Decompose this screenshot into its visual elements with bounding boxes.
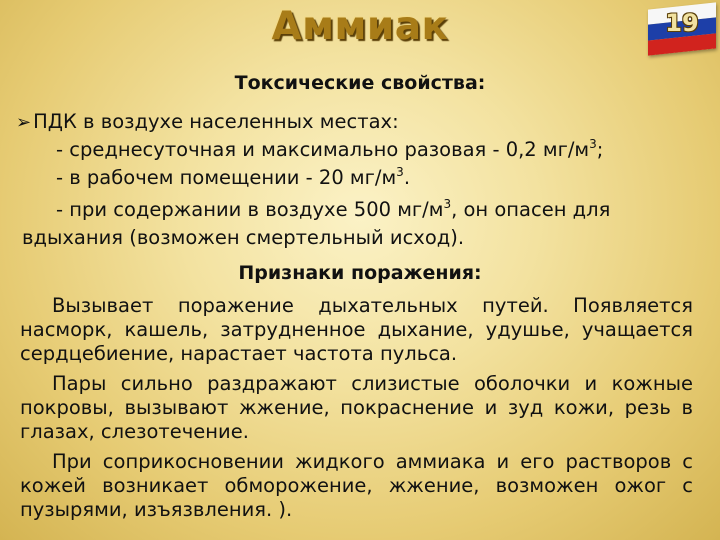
paragraph-mucous-text: Пары сильно раздражают слизистые оболочки и кожные покровы, вызывают жжение, покраснение и зуд кожи, резь в глазах, слезотечение. [20, 372, 693, 443]
mpc-item-dangerous-tail: , он опасен для [451, 198, 611, 221]
paragraph-skin-contact [20, 450, 693, 522]
mpc-item-workplace-text: - в рабочем помещении - 20 мг/м [56, 166, 397, 189]
arrow-bullet-icon: ➢ [16, 112, 32, 133]
paragraph-skin-contact-text: При соприкосновении жидкого аммиака и его растворов с кожей возникает обморожение, жжение, возможен ожог с пузырями, изъязвления. ). [20, 450, 693, 521]
mpc-item-workplace-tail: . [403, 166, 411, 189]
mpc-item-dangerous-continuation: вдыхания (возможен смертельный исход). [22, 226, 465, 249]
damage-signs-heading: Признаки поражения: [238, 262, 482, 284]
paragraph-respiratory-text: Вызывает поражение дыхательных путей. Появляется насморк, кашель, затрудненное дыхание, удушье, учащается сердцебиение, нарастает частота пульса. [20, 294, 693, 365]
mpc-item-daily-text: - среднесуточная и максимально разовая - 0,2 мг/м [56, 138, 590, 161]
mpc-item-dangerous [56, 198, 610, 222]
mpc-item-workplace [56, 166, 410, 190]
mpc-item-dangerous-text: - при содержании в воздухе 500 мг/м [56, 198, 444, 221]
paragraph-respiratory [20, 294, 693, 366]
superscript: 3 [396, 165, 404, 179]
superscript: 3 [589, 137, 597, 151]
mpc-bullet-text: ПДК в воздухе населенных местах: [33, 110, 399, 133]
toxic-properties-heading: Токсические свойства: [234, 72, 486, 94]
superscript: 3 [443, 197, 452, 211]
slide-number: 19 [665, 9, 699, 37]
slide-title: Аммиак [271, 4, 449, 49]
mpc-item-daily [56, 138, 603, 162]
paragraph-mucous [20, 372, 693, 444]
mpc-item-daily-tail: ; [596, 138, 604, 161]
mpc-bullet [16, 110, 399, 135]
